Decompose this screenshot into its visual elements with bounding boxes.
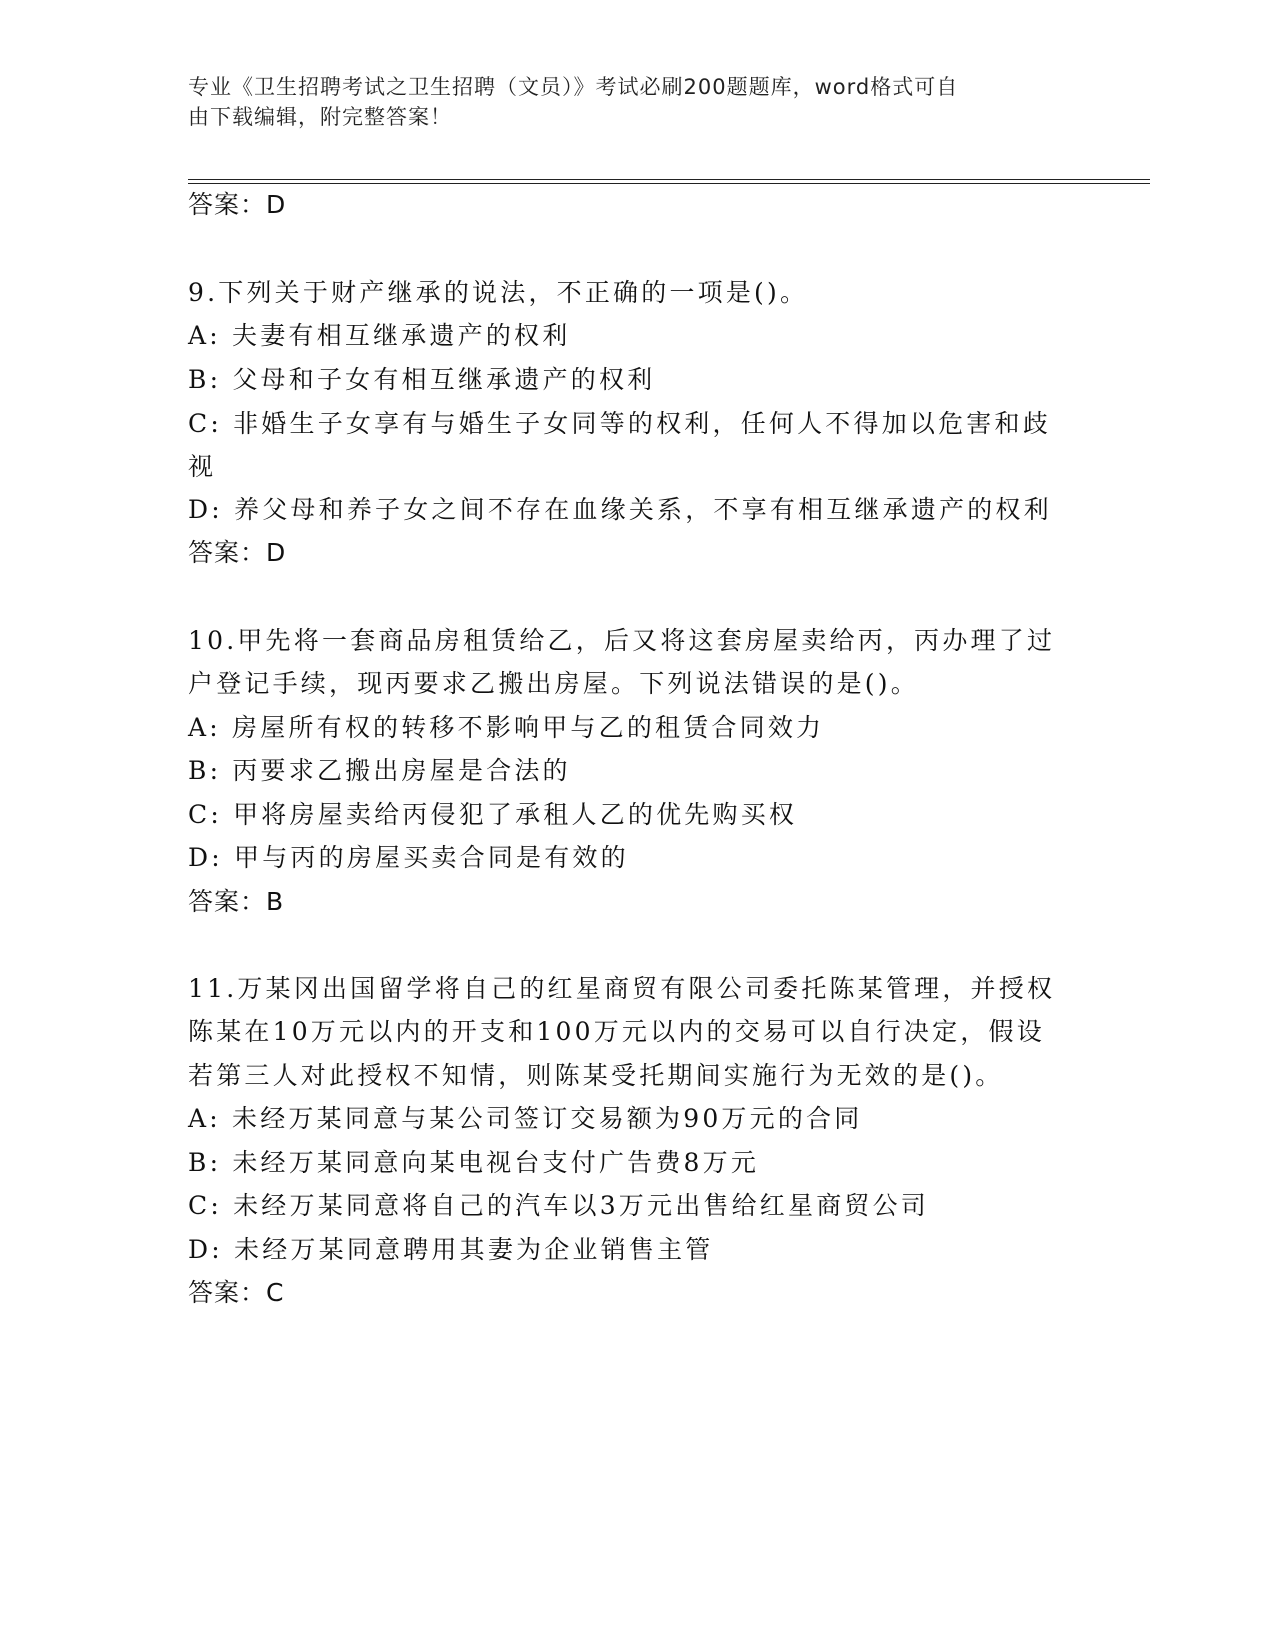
- question-11-stem-line-3: 若第三人对此授权不知情，则陈某受托期间实施行为无效的是()。: [188, 1061, 1004, 1090]
- header-divider-bottom: [188, 183, 1150, 184]
- question-10-option-a: A: 房屋所有权的转移不影响甲与乙的租赁合同效力: [188, 713, 825, 742]
- answer-previous: 答案：D: [188, 190, 287, 219]
- question-9-option-b: B: 父母和子女有相互继承遗产的权利: [188, 365, 656, 394]
- question-9-option-a: A: 夫妻有相互继承遗产的权利: [188, 321, 571, 350]
- question-10-stem-line-1: 10.甲先将一套商品房租赁给乙，后又将这套房屋卖给丙，丙办理了过: [188, 626, 1056, 655]
- question-11-answer: 答案：C: [188, 1278, 285, 1307]
- question-10-option-c: C: 甲将房屋卖给丙侵犯了承租人乙的优先购买权: [188, 800, 798, 829]
- header-line-1: 专业《卫生招聘考试之卫生招聘（文员）》考试必刷200题题库，word格式可自: [188, 75, 959, 99]
- question-11-option-b: B: 未经万某同意向某电视台支付广告费8万元: [188, 1148, 760, 1177]
- document-header: [188, 72, 1068, 132]
- header-line-2: 由下载编辑，附完整答案！: [188, 105, 452, 129]
- question-10-option-b: B: 丙要求乙搬出房屋是合法的: [188, 756, 571, 785]
- question-9-answer: 答案：D: [188, 538, 287, 567]
- question-9-option-c: C: 非婚生子女享有与婚生子女同等的权利，任何人不得加以危害和歧: [188, 409, 1051, 438]
- question-11-stem-line-2: 陈某在10万元以内的开支和100万元以内的交易可以自行决定，假设: [188, 1017, 1045, 1046]
- question-9-option-d: D: 养父母和养子女之间不存在血缘关系，不享有相互继承遗产的权利: [188, 495, 1052, 524]
- question-10-option-d: D: 甲与丙的房屋买卖合同是有效的: [188, 843, 629, 872]
- header-divider-top: [188, 179, 1150, 180]
- question-9-option-c-continued: 视: [188, 452, 217, 481]
- question-10-answer: 答案：B: [188, 887, 285, 916]
- question-9-stem: 9.下列关于财产继承的说法，不正确的一项是()。: [188, 278, 809, 307]
- question-11-stem-line-1: 11.万某冈出国留学将自己的红星商贸有限公司委托陈某管理，并授权: [188, 974, 1056, 1003]
- question-11-option-d: D: 未经万某同意聘用其妻为企业销售主管: [188, 1235, 714, 1264]
- question-10-stem-line-2: 户登记手续，现丙要求乙搬出房屋。下列说法错误的是()。: [188, 669, 919, 698]
- question-11-option-c: C: 未经万某同意将自己的汽车以3万元出售给红星商贸公司: [188, 1191, 930, 1220]
- question-11-option-a: A: 未经万某同意与某公司签订交易额为90万元的合同: [188, 1104, 863, 1133]
